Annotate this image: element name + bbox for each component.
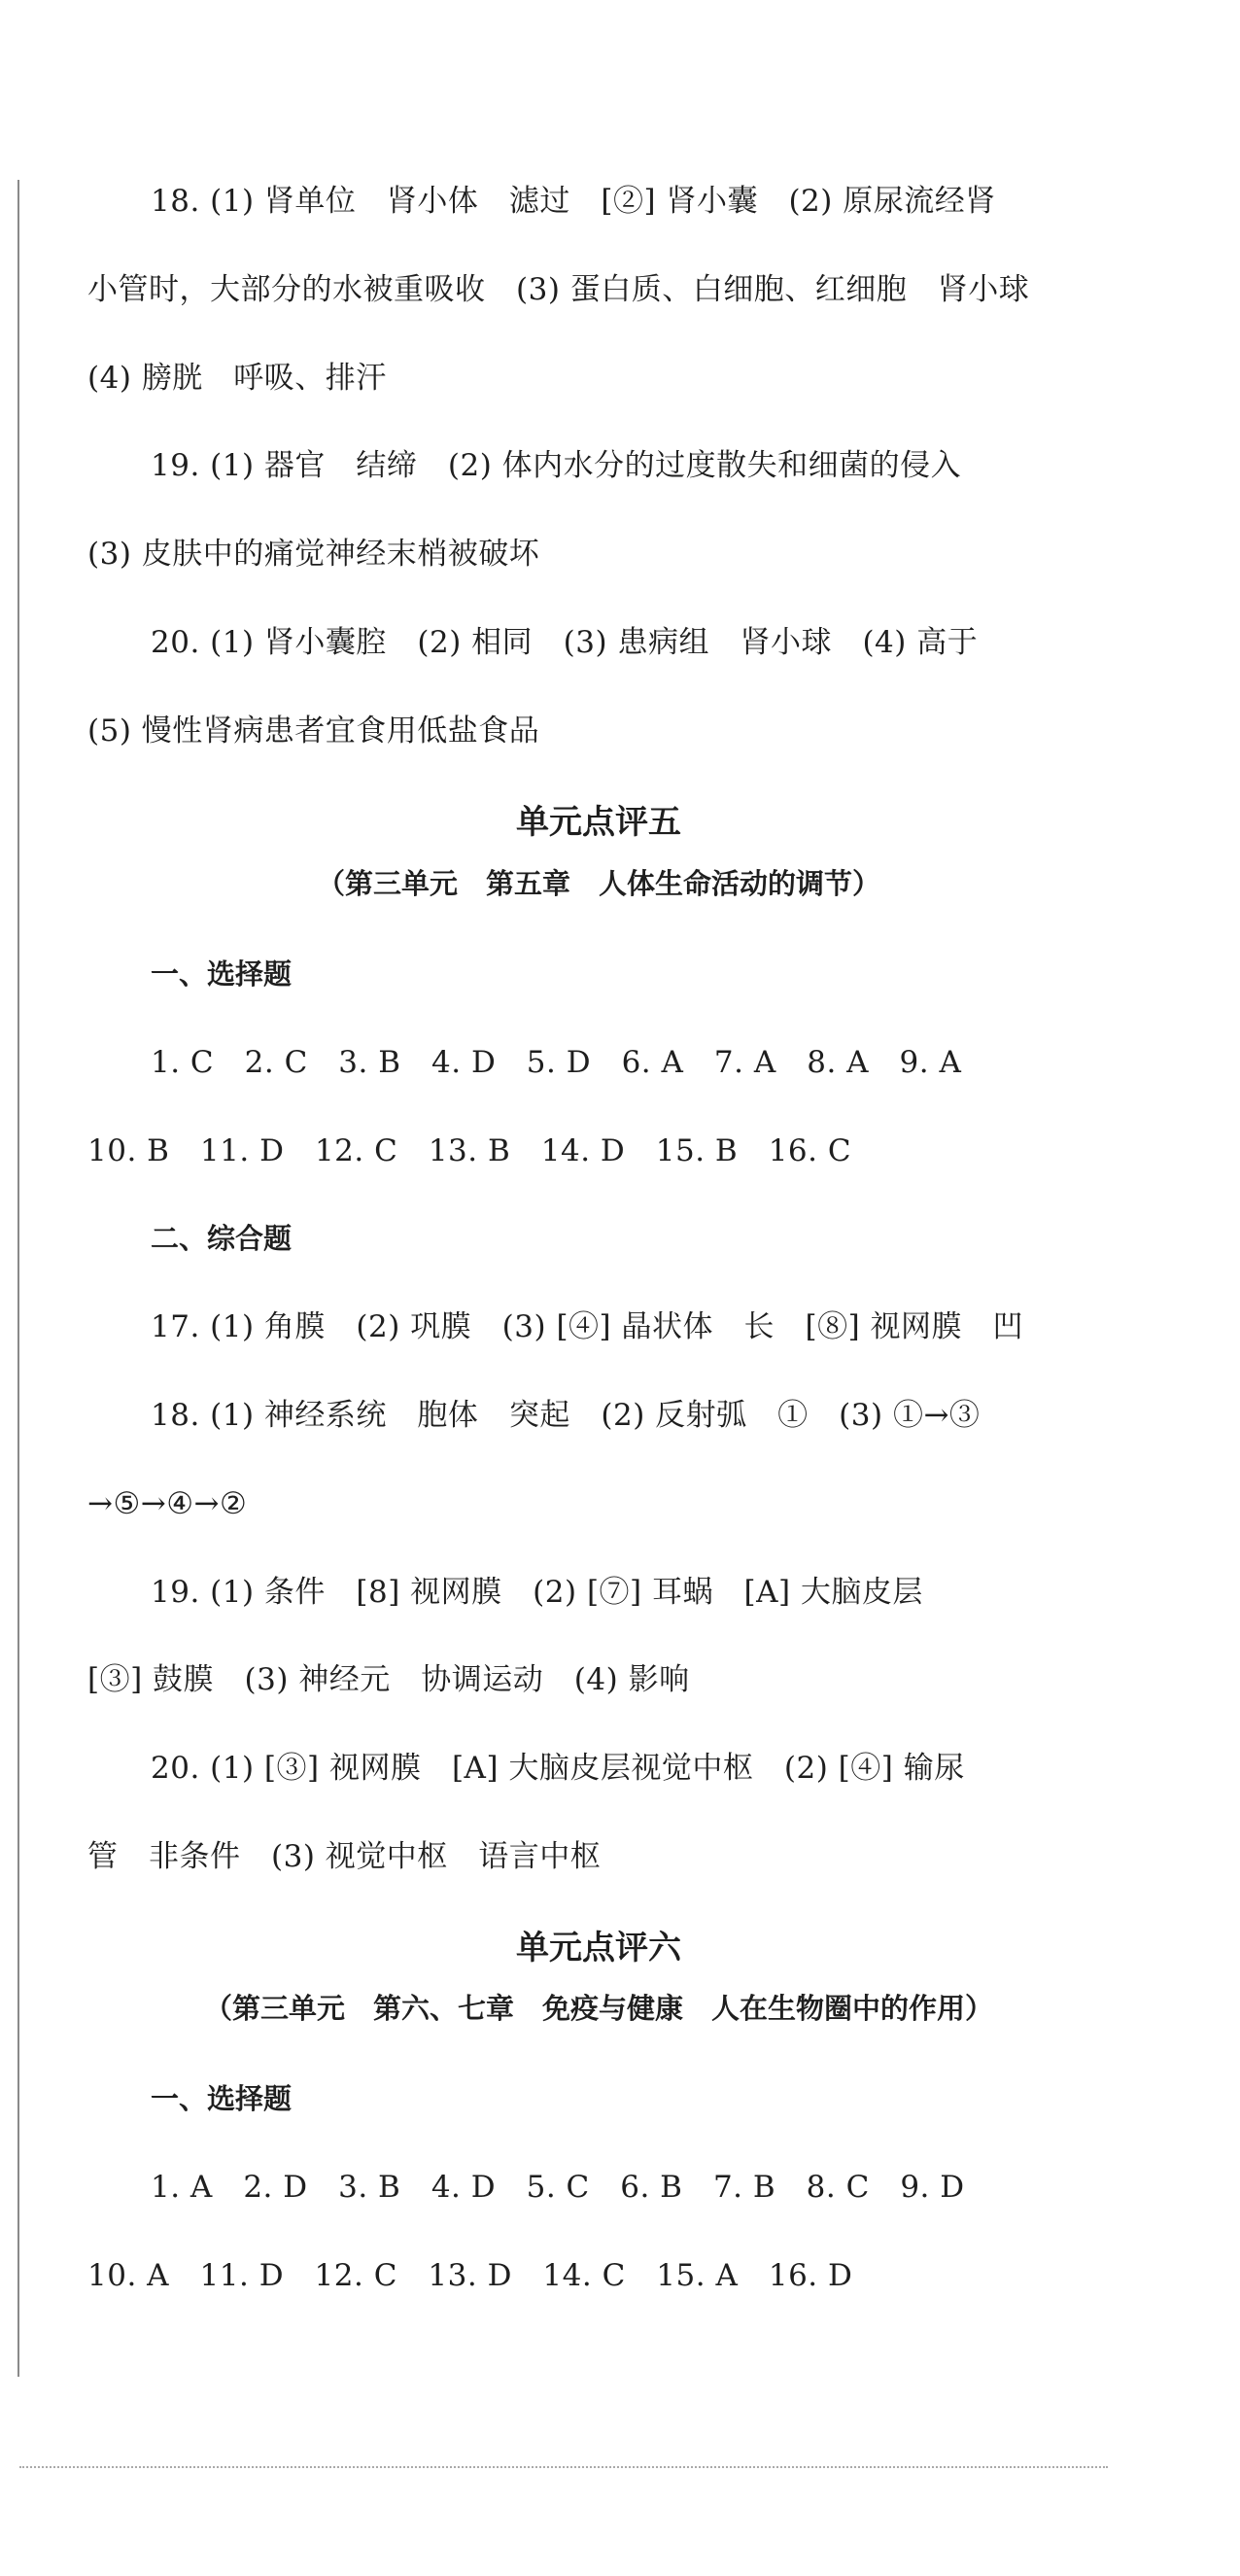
bottom-dotted-rule bbox=[19, 2466, 1108, 2468]
answer-line: 19. (1) 器官 结缔 (2) 体内水分的过度散失和细菌的侵入 bbox=[151, 448, 962, 483]
answer-line: (3) 皮肤中的痛觉神经末梢被破坏 bbox=[87, 537, 540, 572]
unit5-subtitle: （第三单元 第五章 人体生命活动的调节） bbox=[316, 867, 880, 900]
unit5-choice-line: 10. B 11. D 12. C 13. B 14. D 15. B 16. C bbox=[87, 1133, 852, 1168]
unit5-choice-line: 1. C 2. C 3. B 4. D 5. D 6. A 7. A 8. A 9. A bbox=[151, 1045, 962, 1080]
unit5-heading-comprehensive: 二、综合题 bbox=[151, 1222, 293, 1255]
unit6-subtitle: （第三单元 第六、七章 免疫与健康 人在生物圈中的作用） bbox=[203, 1992, 993, 2025]
page-margin-line bbox=[17, 180, 19, 2377]
answer-line: 19. (1) 条件 [8] 视网膜 (2) [⑦] 耳蜗 [A] 大脑皮层 bbox=[151, 1575, 923, 1610]
answer-line: 20. (1) 肾小囊腔 (2) 相同 (3) 患病组 肾小球 (4) 高于 bbox=[151, 625, 979, 660]
answer-line: 18. (1) 神经系统 胞体 突起 (2) 反射弧 ① (3) ①→③ bbox=[151, 1398, 981, 1433]
answer-line: 18. (1) 肾单位 肾小体 滤过 [②] 肾小囊 (2) 原尿流经肾 bbox=[151, 184, 996, 219]
unit6-heading-choice: 一、选择题 bbox=[151, 2082, 293, 2115]
unit5-heading-choice: 一、选择题 bbox=[151, 957, 293, 991]
answer-line: (5) 慢性肾病患者宜食用低盐食品 bbox=[87, 714, 540, 748]
answer-line: 管 非条件 (3) 视觉中枢 语言中枢 bbox=[87, 1839, 602, 1874]
unit6-choice-line: 10. A 11. D 12. C 13. D 14. C 15. A 16. D bbox=[87, 2258, 853, 2293]
answer-line: (4) 膀胱 呼吸、排汗 bbox=[87, 361, 387, 396]
answer-line: 17. (1) 角膜 (2) 巩膜 (3) [④] 晶状体 长 [⑧] 视网膜 凹 bbox=[151, 1309, 1024, 1344]
unit6-title: 单元点评六 bbox=[516, 1929, 681, 1967]
answer-line: 20. (1) [③] 视网膜 [A] 大脑皮层视觉中枢 (2) [④] 输尿 bbox=[151, 1751, 965, 1786]
answer-line: [③] 鼓膜 (3) 神经元 协调运动 (4) 影响 bbox=[87, 1662, 690, 1697]
answer-line: 小管时，大部分的水被重吸收 (3) 蛋白质、白细胞、红细胞 肾小球 bbox=[87, 272, 1030, 307]
unit6-choice-line: 1. A 2. D 3. B 4. D 5. C 6. B 7. B 8. C 9. D bbox=[151, 2170, 965, 2205]
unit5-title: 单元点评五 bbox=[516, 803, 681, 842]
answer-line: →⑤→④→② bbox=[87, 1486, 248, 1521]
